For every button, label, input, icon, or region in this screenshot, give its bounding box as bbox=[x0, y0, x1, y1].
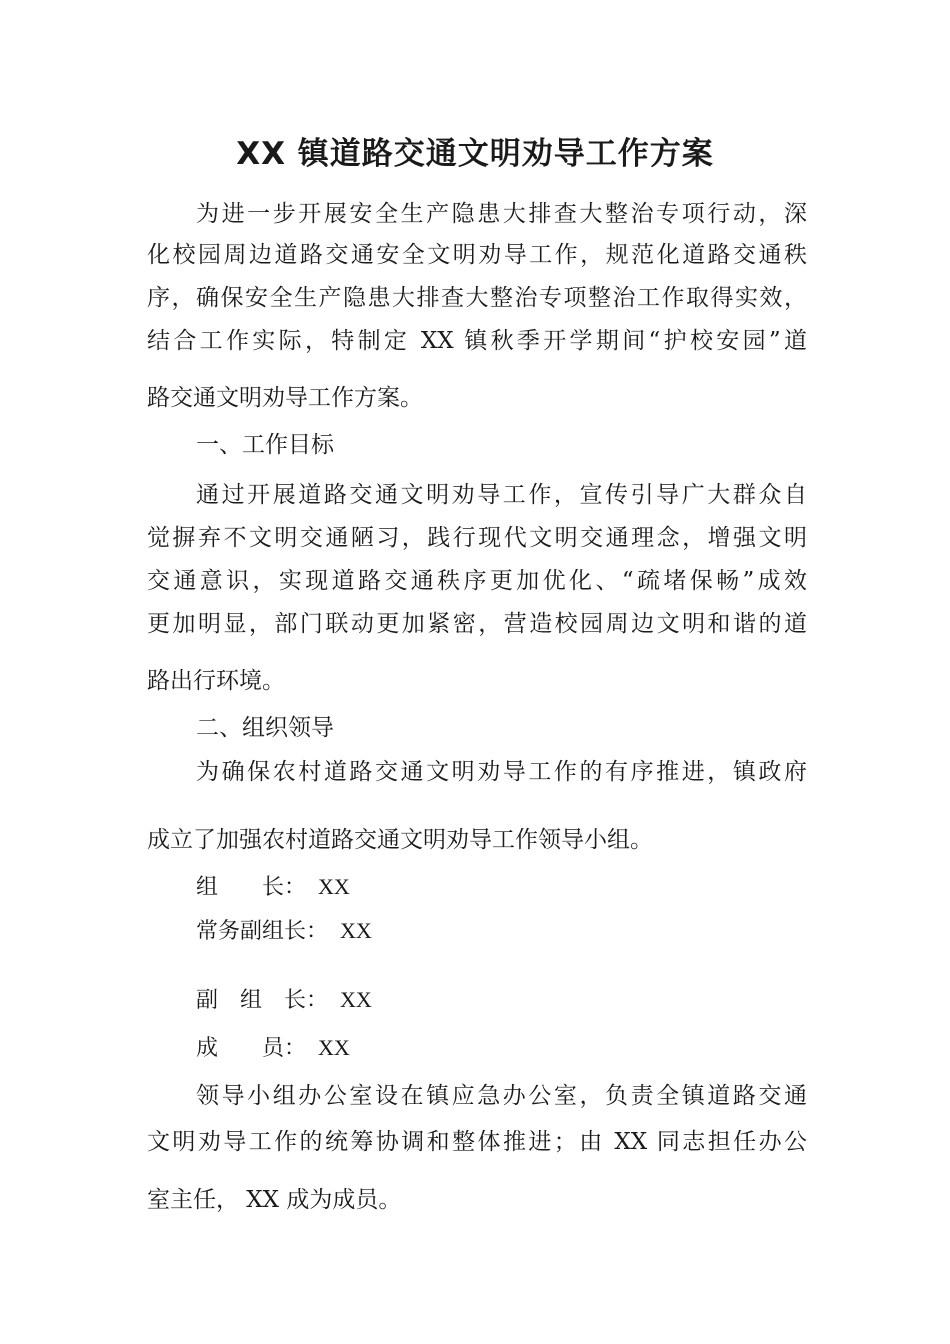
roster-name: XX bbox=[340, 987, 372, 1012]
section1-heading: 一、工作目标 bbox=[196, 432, 334, 458]
section1-line-2: 觉摒弃不文明交通陋习，践行现代文明交通理念，增强文明 bbox=[147, 525, 807, 551]
section1-line-3: 交通意识，实现道路交通秩序更加优化、“疏堵保畅”成效 bbox=[147, 568, 807, 594]
roster-role: 副 组 长： bbox=[196, 988, 329, 1013]
roster-executive-deputy bbox=[196, 916, 372, 947]
section1-line-4: 更加明显，部门联动更加紧密，营造校园周边文明和谐的道 bbox=[147, 611, 807, 637]
intro-line-4: 结合工作实际，特制定 XX 镇秋季开学期间“护校安园”道 bbox=[147, 328, 807, 354]
roster-role: 组 长： bbox=[196, 875, 307, 900]
roster-leader bbox=[196, 872, 350, 903]
roster-name: XX bbox=[318, 1035, 350, 1060]
office-line-2: 文明劝导工作的统筹协调和整体推进；由 XX 同志担任办公 bbox=[147, 1129, 807, 1155]
section2-heading: 二、组织领导 bbox=[196, 715, 334, 741]
roster-name: XX bbox=[340, 918, 372, 943]
roster-deputy bbox=[196, 985, 372, 1016]
section1-line-1: 通过开展道路交通文明劝导工作，宣传引导广大群众自 bbox=[196, 482, 807, 508]
document-title: XX 镇道路交通文明劝导工作方案 bbox=[236, 136, 714, 172]
intro-line-5: 路交通文明劝导工作方案。 bbox=[147, 385, 423, 411]
section2-line-2: 成立了加强农村道路交通文明劝导工作领导小组。 bbox=[147, 827, 653, 853]
intro-line-1: 为进一步开展安全生产隐患大排查大整治专项行动，深 bbox=[196, 201, 807, 227]
section2-line-1: 为确保农村道路交通文明劝导工作的有序推进，镇政府 bbox=[196, 759, 807, 785]
section1-line-5: 路出行环境。 bbox=[147, 668, 285, 694]
intro-line-3: 序，确保安全生产隐患大排查大整治专项整治工作取得实效， bbox=[147, 285, 807, 311]
roster-members bbox=[196, 1033, 350, 1064]
office-line-1: 领导小组办公室设在镇应急办公室，负责全镇道路交通 bbox=[196, 1083, 807, 1109]
office-line-3: 室主任， XX 成为成员。 bbox=[147, 1187, 402, 1213]
roster-role: 常务副组长： bbox=[196, 919, 329, 944]
intro-line-2: 化校园周边道路交通安全文明劝导工作，规范化道路交通秩 bbox=[147, 242, 807, 268]
roster-name: XX bbox=[318, 874, 350, 899]
roster-role: 成 员： bbox=[196, 1036, 307, 1061]
